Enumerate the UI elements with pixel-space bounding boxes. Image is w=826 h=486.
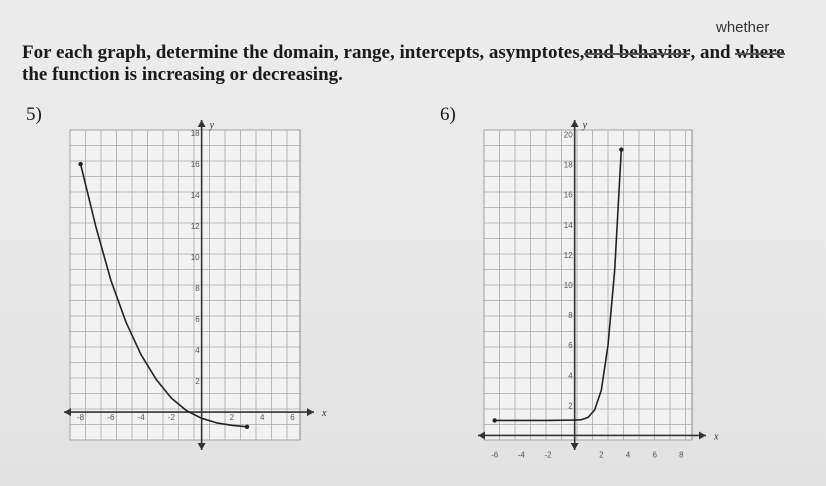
graph-6-y-tick-label: 18: [563, 160, 573, 170]
graph-5-x-tick-label: 4: [259, 413, 265, 423]
graph-6-x-tick-label: -6: [491, 450, 499, 460]
struck-text: end behavior: [584, 42, 691, 63]
graph-6-y-label: y: [582, 120, 588, 131]
graph-6-y-tick-label: 20: [563, 130, 573, 140]
handwritten-note: whether: [716, 19, 770, 36]
graph-6-x-tick-label: 2: [599, 450, 604, 460]
graph-5-y-tick-label: 14: [190, 191, 200, 201]
graph-6-x-arrow-left: [478, 431, 485, 439]
graph-5-x-arrow-left: [64, 408, 71, 416]
graph-6-x-arrow: [699, 431, 706, 439]
graph-5-y-arrow: [198, 120, 206, 127]
graph-6-curve-start-marker: [492, 418, 496, 422]
graph-5-y-tick-label: 4: [195, 346, 200, 356]
graph-5-x-label: x: [322, 408, 327, 420]
graph-6-x-tick-label: -4: [517, 450, 525, 460]
graph-6-y-tick-label: 12: [563, 250, 573, 260]
graph-5-x-tick-label: 6: [290, 413, 295, 423]
graph-5-y-tick-label: 6: [195, 315, 200, 325]
graph-5-x-tick-label: -4: [137, 413, 145, 423]
graph-6-y-tick-label: 4: [568, 371, 573, 381]
graph-6-y-tick-label: 14: [563, 220, 573, 230]
graph-6-x-tick-label: 4: [625, 450, 631, 460]
graph-6-x-label: x: [714, 431, 719, 443]
graph-6: [478, 120, 719, 459]
instructions-line2: the function is increasing or decreasing.: [22, 64, 343, 85]
graph-5-curve-start-marker: [78, 162, 82, 166]
graph-5-x-tick-label: 2: [229, 413, 235, 423]
graph-6-y-tick-label: 6: [568, 341, 573, 351]
graph-6-y-arrow-down: [571, 443, 579, 450]
problem-5-number: 5): [26, 104, 42, 125]
graph-5-y-tick-label: 8: [195, 284, 200, 294]
graph-5-y-tick-label: 10: [190, 253, 200, 263]
graph-5-x-arrow: [307, 408, 314, 416]
graph-5: [64, 120, 327, 450]
graph-6-x-tick-label: -2: [544, 450, 552, 460]
graph-6-x-tick-label: 6: [652, 450, 657, 460]
graph-5-y-label: y: [209, 120, 215, 131]
graph-6-y-tick-label: 16: [563, 190, 573, 200]
graph-6-y-tick-label: 10: [563, 281, 573, 290]
graph-6-curve-end-marker: [619, 147, 623, 151]
graph-6-y-tick-label: 8: [568, 311, 573, 321]
graph-5-y-tick-label: 2: [195, 377, 200, 387]
struck-text-2: where: [735, 42, 785, 63]
graph-5-y-arrow-down: [198, 443, 206, 450]
graph-5-y-tick-label: 12: [190, 222, 200, 232]
instructions-part1: For each graph, determine the domain, range, intercepts, asymptotes,: [22, 42, 585, 63]
graph-5-y-tick-label: 18: [190, 129, 200, 139]
graph-5-x-tick-label: -6: [107, 413, 115, 423]
graph-5-x-tick-label: -8: [77, 413, 85, 423]
graph-6-y-arrow: [571, 120, 579, 127]
instructions-part2: , and: [690, 42, 731, 63]
graph-5-y-tick-label: 16: [190, 160, 200, 170]
problem-6-number: 6): [440, 104, 456, 125]
graph-6-x-tick-label: 8: [679, 450, 684, 460]
graph-5-x-tick-label: -2: [167, 413, 175, 423]
graph-6-y-tick-label: 2: [568, 401, 573, 411]
graph-5-curve-end-marker: [245, 425, 249, 429]
